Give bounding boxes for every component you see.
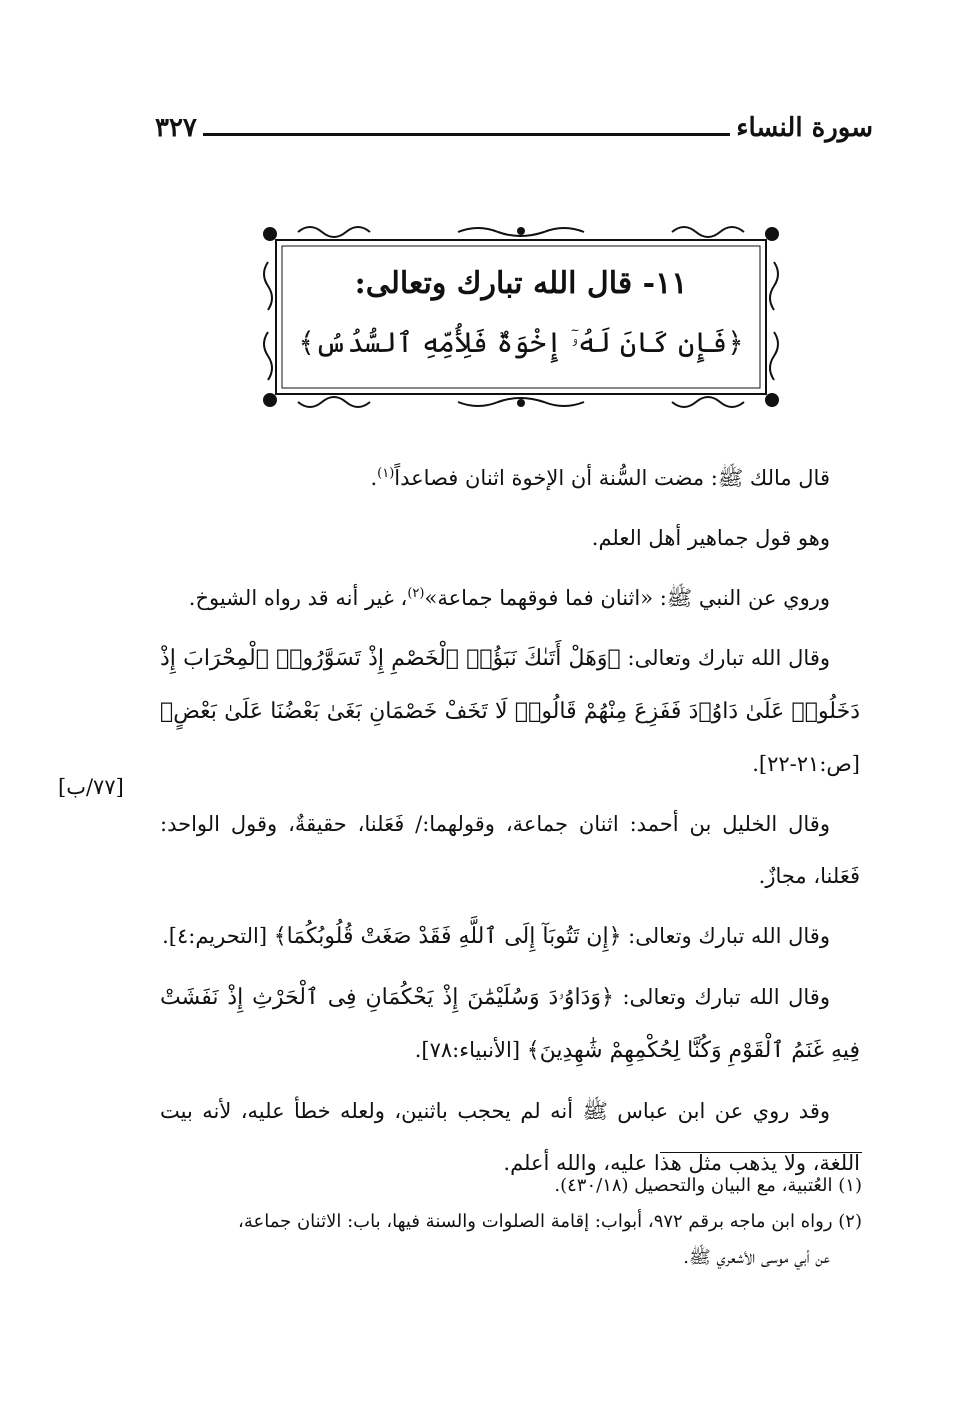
footnote-continuation: عن أبي موسى الأشعري ﷺ.: [683, 1247, 830, 1268]
paragraph: وروي عن النبي ﷺ: «اثنان فما فوقهما جماعة»$^{(٢)}$، غير أنه قد رواه الشيوخ.: [188, 586, 830, 610]
footnote-ref: (٢): [407, 586, 425, 601]
paragraph: وقال الله تبارك وتعالى: ﴿إِن تَتُوبَآ إِلَى ٱللَّهِ فَقَدْ صَغَتْ قُلُوبُكُمَا﴾ [التحريم:٤].: [162, 924, 830, 949]
quran-quote: ﴿وَهَلْ أَتَىٰكَ نَبَؤُا۟ ٱلْخَصْمِ إِذْ تَسَوَّرُوا۟ ٱلْمِحْرَابَ إِذْ دَخَلُوا۟ عَلَىٰ دَاوُۥدَ فَفَزِعَ مِنْهُمْ قَالُوا۟ لَا تَخَفْ خَصْمَانِ بَغَىٰ بَعْضُنَا عَلَىٰ بَعْضٍ﴾: [160, 646, 860, 724]
header-rule: [203, 133, 730, 136]
footnote: (٢) رواه ابن ماجه برقم ٩٧٢، أبواب: إقامة الصلوات والسنة فيها، باب: الاثنان جماعة،: [238, 1211, 862, 1232]
paragraph: وقال الخليل بن أحمد: اثنان جماعة، وقولهما:/ فَعَلنا، حقيقةٌ، وقول الواحد: فَعَلنا، مجازٌ.: [160, 812, 860, 888]
footnote-ref: (١): [377, 466, 395, 481]
footnote-separator: [660, 1152, 862, 1153]
surah-name: سورة النساء: [736, 113, 873, 143]
ornament-border-icon: [258, 222, 784, 412]
running-header: [155, 108, 873, 148]
paragraph: وقال الله تبارك وتعالى: ﴿وَهَلْ أَتَىٰكَ نَبَؤُا۟ ٱلْخَصْمِ إِذْ تَسَوَّرُوا۟ ٱلْمِحْرَابَ إِذْ دَخَلُوا۟ عَلَىٰ دَاوُۥدَ فَفَزِعَ مِنْهُمْ قَالُوا۟ لَا تَخَفْ خَصْمَانِ بَغَىٰ بَعْضُنَا عَلَىٰ بَعْضٍ﴾ [ص:٢١-٢٢].: [160, 646, 860, 776]
paragraph: وهو قول جماهير أهل العلم.: [591, 526, 830, 550]
ornamental-heading-frame: [258, 222, 784, 412]
footnotes: [160, 1168, 862, 1276]
body-text: [160, 452, 860, 1197]
paragraph: وقد روي عن ابن عباس ﷺ أنه لم يحجب باثنين، ولعله خطأ عليه، لأنه بيت اللغة، ولا يذهب مثل هذا عليه، والله أعلم.: [160, 1099, 860, 1175]
page-number: ٣٢٧: [155, 113, 197, 143]
footnote: (١) العُتبية، مع البيان والتحصيل (٤٣٠/١٨).: [554, 1175, 862, 1196]
heading-verse: ﴿فَإِن كَانَ لَهُۥٓ إِخْوَةٌ فَلِأُمِّهِ ٱلسُّدُسُ﴾: [298, 326, 744, 359]
paragraph: قال مالك ﷺ: مضت السُّنة أن الإخوة اثنان فصاعداً$^{(١)}$.: [370, 466, 830, 490]
quran-quote: ﴿وَدَاوُۥدَ وَسُلَيْمَٰنَ إِذْ يَحْكُمَانِ فِى ٱلْحَرْثِ إِذْ نَفَشَتْ فِيهِ غَنَمُ ٱلْقَوْمِ وَكُنَّا لِحُكْمِهِمْ شَٰهِدِينَ﴾: [160, 985, 860, 1063]
section-title: ١١- قال الله تبارك وتعالى:: [354, 266, 688, 301]
quran-quote: ﴿إِن تَتُوبَآ إِلَى ٱللَّهِ فَقَدْ صَغَتْ قُلُوبُكُمَا﴾: [273, 924, 622, 949]
paragraph: وقال الله تبارك وتعالى: ﴿وَدَاوُۥدَ وَسُلَيْمَٰنَ إِذْ يَحْكُمَانِ فِى ٱلْحَرْثِ إِذْ نَفَشَتْ فِيهِ غَنَمُ ٱلْقَوْمِ وَكُنَّا لِحُكْمِهِمْ شَٰهِدِينَ﴾ [الأنبياء:٧٨].: [160, 985, 860, 1063]
manuscript-folio-note: [٧٧/ب]: [58, 775, 124, 799]
